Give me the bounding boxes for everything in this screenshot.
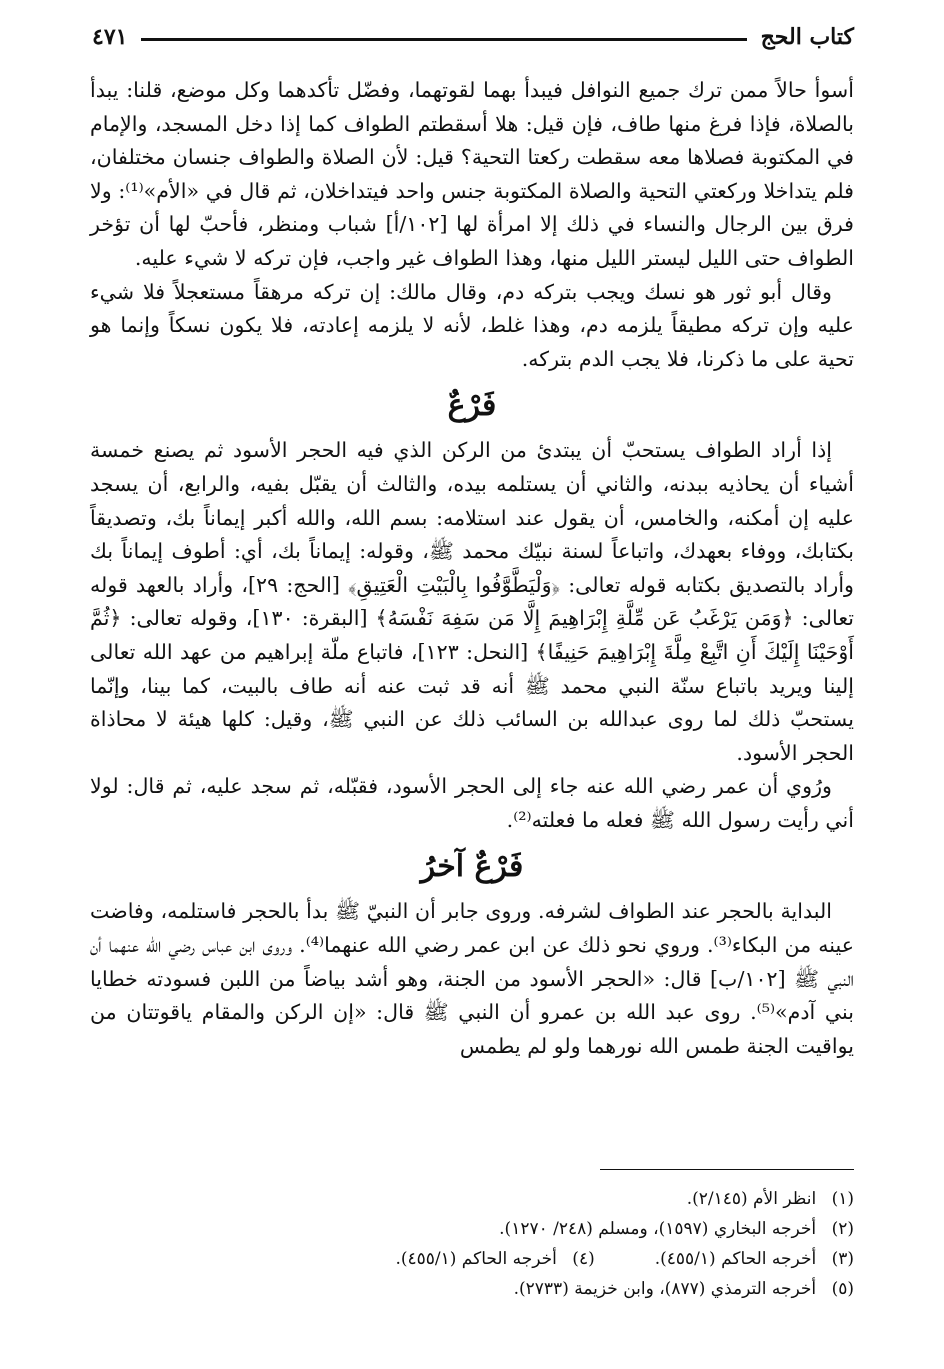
footnote-text: انظر الأم (٢/١٤٥).: [686, 1189, 817, 1209]
chapter-title: كتاب الحج: [760, 24, 854, 50]
footnote-number: (٤): [572, 1249, 595, 1269]
footnote-row: [90, 1244, 854, 1274]
paragraph: وقال أبو ثور هو نسك ويجب بتركه دم، وقال مالك: إن تركه مرهقاً مستعجلاً فلا شيء عليه وإن تركه مطيقاً يلزمه دم، وهذا غلط، لأنه لا يلزمه إعادته، فلا يكون نسكاً وإنما هو تحية على ما ذكرنا، فلا يجب الدم بتركه.: [90, 279, 854, 371]
footnote: [90, 1184, 854, 1214]
header-rule: [141, 38, 746, 41]
footnote-number: (٥): [831, 1279, 854, 1299]
footnote-number: (١): [831, 1189, 854, 1209]
footnote-text: أخرجه البخاري (١٥٩٧)، ومسلم (٢٤٨/ ١٢٧٠).: [499, 1219, 817, 1239]
paragraph: أسوأ حالاً ممن ترك جميع النوافل فيبدأ بهما لقوتهما، وفضّل تأكدهما وكل موضع، قلنا: يبدأ بالصلاة، فإذا فرغ منها طاف، فإن قيل: هلا أسقطتم الطواف كما إذا دخل المسجد، والإمام في المكتوبة فصلاها معه سقطت ركعتا التحية؟ قيل: لأن الصلاة والطواف جنسان مختلفان، فلم يتداخلا وركعتي التحية والصلاة المكتوبة جنس واحد فيتداخلان، ثم قال في «الأم»⁽¹⁾: ولا فرق بين الرجال والنساء في ذلك إلا امرأة لها [١٠٢/أ] شباب ومنظر، فأحبّ لها أن تؤخر الطواف حتى الليل ليستر الليل منها، وهذا الطواف غير واجب، فإن تركه لا شيء عليه.: [90, 78, 855, 270]
paragraph: ورُوي أن عمر رضي الله عنه جاء إلى الحجر الأسود، فقبّله، ثم سجد عليه، ثم قال: لولا أني رأيت رسول الله ﷺ فعله ما فعلته⁽²⁾.: [90, 774, 854, 832]
footnote: [90, 1274, 854, 1304]
footnote-number: (٢): [831, 1219, 854, 1239]
footnote-divider: [600, 1169, 854, 1170]
section-heading: فَرْعٌ آخرُ: [420, 849, 524, 885]
main-text: [90, 74, 854, 1063]
footnotes: [90, 1184, 854, 1304]
footnote: [655, 1244, 854, 1274]
page-header: [92, 24, 854, 50]
footnote-number: (٣): [831, 1249, 854, 1269]
footnote: [395, 1244, 594, 1274]
footnote-text: أخرجه الترمذي (٨٧٧)، وابن خزيمة (٢٧٣٣).: [513, 1279, 817, 1299]
footnote: [90, 1214, 854, 1244]
footnote-text: أخرجه الحاكم (٤٥٥/١).: [395, 1249, 557, 1269]
paragraph: البداية بالحجر عند الطواف لشرفه. وروى جابر أن النبيّ ﷺ بدأ بالحجر فاستلمه، وفاضت عينه من البكاء⁽³⁾. وروي نحو ذلك عن ابن عمر رضي الله عنهما⁽⁴⁾. وروى ابن عباس رضي الله عنهما أن النبي ﷺ [١٠٢/ب] قال: «الحجر الأسود من الجنة، وهو أشد بياضاً من اللبن فسودته خطايا بني آدم»⁽⁵⁾. روى عبد الله بن عمرو أن النبي ﷺ قال: «إن الركن والمقام ياقوتتان من يواقيت الجنة طمس الله نورهما ولو لم يطمس: [90, 899, 854, 1058]
section-heading: فَرْعٌ: [447, 388, 497, 424]
page-number: ٤٧١: [92, 24, 128, 50]
footnote-text: أخرجه الحاكم (٤٥٥/١).: [654, 1249, 817, 1269]
paragraph: إذا أراد الطواف يستحبّ أن يبتدئ من الركن الذي فيه الحجر الأسود ثم يصنع خمسة أشياء أن يحاذيه ببدنه، والثاني أن يستلمه بيده، والثالث أن يقبّل بفيه، والرابع، أن يسجد عليه إن أمكنه، والخامس، أن يقول عند استلامه: بسم الله، والله أكبر إيماناً بك، وتصديقاً بكتابك، ووفاء بعهدك، واتباعاً لسنة نبيّك محمد ﷺ، وقوله: إيماناً بك، أي: أطوف إيماناً بك وأراد بالتصديق بكتابه قوله تعالى: ﴿وَلْيَطَّوَّفُوا بِالْبَيْتِ الْعَتِيقِ﴾ [الحج: ٢٩]، وأراد بالعهد قوله تعالى: ﴿وَمَن يَرْغَبُ عَن مِّلَّةِ إِبْرَاهِيمَ إِلَّا مَن سَفِهَ نَفْسَهُ﴾ [البقرة: ١٣٠]، وقوله تعالى: ﴿ثُمَّ أَوْحَيْنَا إِلَيْكَ أَنِ اتَّبِعْ مِلَّةَ إِبْرَاهِيمَ حَنِيفًا﴾ [النحل: ١٢٣]، فاتباع ملّة إبراهيم من عهد الله تعالى إلينا ويريد باتباع سنّة النبي محمد ﷺ أنه قد ثبت عنه أنه طاف بالبيت، كما بينا، وإنّما يستحبّ ذلك لما روى عبدالله بن السائب ذلك عن النبي ﷺ، وقيل: كلها هيئة لا محاذاة الحجر الأسود.: [90, 438, 854, 765]
